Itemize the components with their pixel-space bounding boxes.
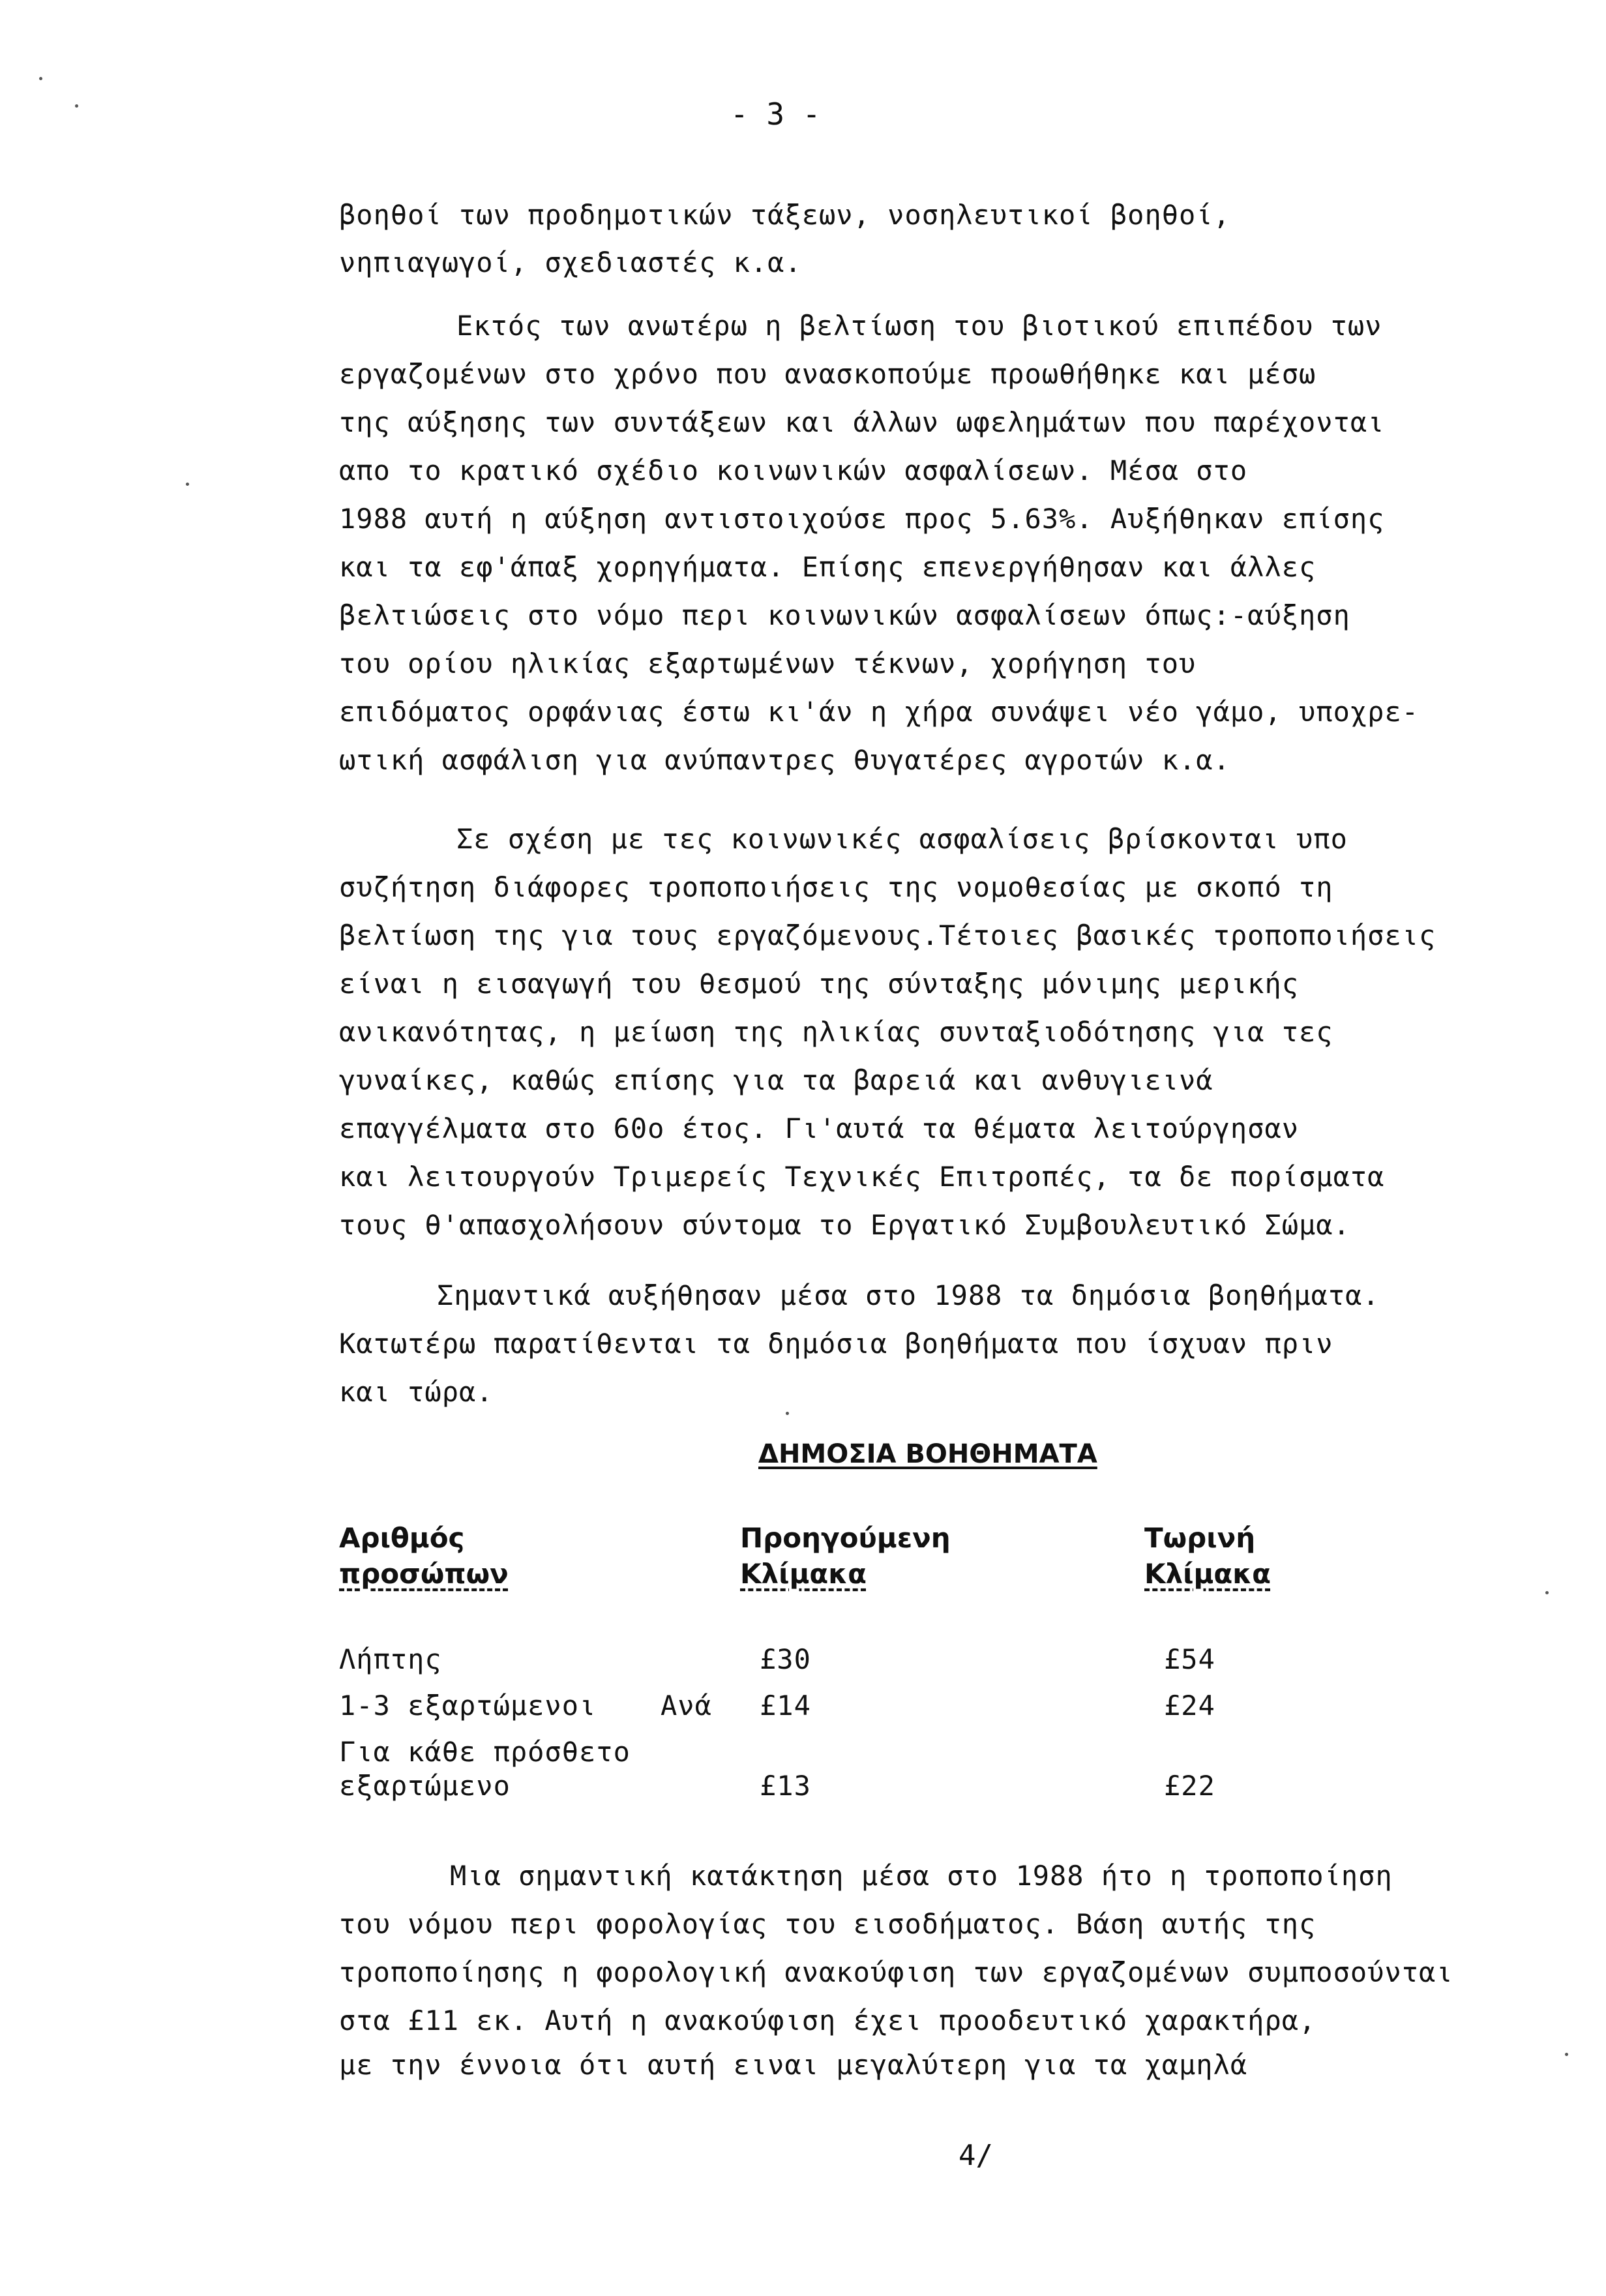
paragraph-2-line-10: ωτική ασφάλιση για ανύπαντρες θυγατέρες αγροτών κ.α. — [339, 744, 1230, 776]
paragraph-4-line-3: και τώρα. — [339, 1376, 494, 1408]
paragraph-2-line-4: απο το κρατικό σχέδιο κοινωνικών ασφαλίσεων. Μέσα στο — [339, 455, 1248, 486]
paragraph-3-line-8: και λειτουργούν Τριμερείς Τεχνικές Επιτροπές, τα δε πορίσματα — [339, 1161, 1385, 1193]
paragraph-5-line-2: του νόμου περι φορολογίας του εισοδήματος. Βάση αυτής της — [339, 1908, 1316, 1940]
row-1-label: Λήπτης — [339, 1643, 442, 1675]
paragraph-5-line-4: στα £11 εκ. Αυτή η ανακούφιση έχει προοδευτικό χαρακτήρα, — [339, 2005, 1316, 2036]
paragraph-1-line-1: βοηθοί των προδημοτικών τάξεων, νοσηλευτικοί βοηθοί, — [339, 199, 1230, 231]
row-1-previous: £30 — [760, 1643, 811, 1675]
paragraph-2-line-2: εργαζομένων στο χρόνο που ανασκοπούμε προωθήθηκε και μέσω — [339, 358, 1316, 390]
scan-speck — [186, 483, 189, 486]
paragraph-3-line-3: βελτίωση της για τους εργαζόμενους.Τέτοιες βασικές τροποποιήσεις — [339, 919, 1436, 951]
paragraph-2-line-1: Εκτός των ανωτέρω η βελτίωση του βιοτικού επιπέδου των — [456, 310, 1382, 342]
paragraph-3-line-2: συζήτηση διάφορες τροποποιήσεις της νομοθεσίας με σκοπό τη — [339, 871, 1333, 903]
paragraph-3-line-7: επαγγέλματα στο 60ο έτος. Γι'αυτά τα θέματα λειτούργησαν — [339, 1112, 1300, 1144]
row-2-label: 1-3 εξαρτώμενοι — [339, 1690, 597, 1722]
header-previous-line-1: Προηγούμενη — [740, 1522, 951, 1554]
paragraph-1-line-2: νηπιαγωγοί, σχεδιαστές κ.α. — [339, 246, 802, 278]
paragraph-2-line-3: της αύξησης των συντάξεων και άλλων ωφελημάτων που παρέχονται — [339, 406, 1385, 438]
row-3-label-line-2: εξαρτώμενο — [339, 1770, 511, 1802]
scan-speck — [1545, 1591, 1549, 1594]
paragraph-5-line-5: με την έννοια ότι αυτή ειναι μεγαλύτερη για τα χαμηλά — [339, 2049, 1248, 2081]
row-2-current: £24 — [1164, 1690, 1215, 1722]
scan-speck — [786, 1412, 789, 1415]
paragraph-3-line-1: Σε σχέση με τες κοινωνικές ασφαλίσεις βρίσκονται υπο — [456, 823, 1348, 855]
paragraph-4-line-2: Κατωτέρω παρατίθενται τα δημόσια βοηθήματα που ίσχυαν πριν — [339, 1328, 1333, 1360]
paragraph-2-line-7: βελτιώσεις στο νόμο περι κοινωνικών ασφαλίσεων όπως:-αύξηση — [339, 599, 1350, 631]
header-current-line-1: Τωρινή — [1144, 1522, 1256, 1554]
row-3-previous: £13 — [760, 1770, 811, 1802]
paragraph-2-line-5: 1988 αυτή η αύξηση αντιστοιχούσε προς 5.63%. Αυξήθηκαν επίσης — [339, 503, 1385, 535]
row-3-label: Για κάθε πρόσθετο — [339, 1736, 631, 1768]
row-2-per: Ανά — [661, 1690, 712, 1722]
row-1-current: £54 — [1164, 1643, 1215, 1675]
paragraph-3-line-4: είναι η εισαγωγή του θεσμού της σύνταξης μόνιμης μερικής — [339, 968, 1300, 1000]
paragraph-4-line-1: Σημαντικά αυξήθησαν μέσα στο 1988 τα δημόσια βοηθήματα. — [437, 1279, 1380, 1311]
row-3-current: £22 — [1164, 1770, 1215, 1802]
page-number: - 3 - — [730, 97, 821, 132]
paragraph-2-line-9: επιδόματος ορφάνιας έστω κι'άν η χήρα συνάψει νέο γάμο, υποχρε- — [339, 696, 1420, 728]
paragraph-5-line-3: τροποποίησης η φορολογική ανακούφιση των εργαζομένων συμποσούνται — [339, 1956, 1453, 1988]
paragraph-2-line-8: του ορίου ηλικίας εξαρτωμένων τέκνων, χορήγηση του — [339, 648, 1197, 679]
scan-speck — [39, 77, 42, 80]
header-previous-line-2: Κλίμακα — [740, 1558, 867, 1590]
paragraph-2-line-6: και τα εφ'άπαξ χορηγήματα. Επίσης επενεργήθησαν και άλλες — [339, 551, 1316, 583]
table-title: ΔΗΜΟΣΙΑ ΒΟΗΘΗΜΑΤΑ — [758, 1439, 1097, 1469]
paragraph-5-line-1: Μια σημαντική κατάκτηση μέσα στο 1988 ήτο η τροποποίηση — [450, 1860, 1393, 1892]
paragraph-3-line-6: γυναίκες, καθώς επίσης για τα βαρειά και ανθυγιεινά — [339, 1064, 1213, 1096]
row-2-previous: £14 — [760, 1690, 811, 1722]
scan-speck — [1565, 2053, 1568, 2056]
next-page-marker: 4/ — [959, 2139, 993, 2172]
header-persons-line-1: Αριθμός — [339, 1522, 465, 1554]
header-current-line-2: Κλίμακα — [1144, 1558, 1271, 1590]
paragraph-3-line-5: ανικανότητας, η μείωση της ηλικίας συνταξιοδότησης για τες — [339, 1016, 1333, 1048]
scan-speck — [75, 104, 78, 108]
header-persons-line-2: προσώπων — [339, 1558, 509, 1590]
paragraph-3-line-9: τους θ'απασχολήσουν σύντομα το Εργατικό Συμβουλευτικό Σώμα. — [339, 1209, 1350, 1241]
